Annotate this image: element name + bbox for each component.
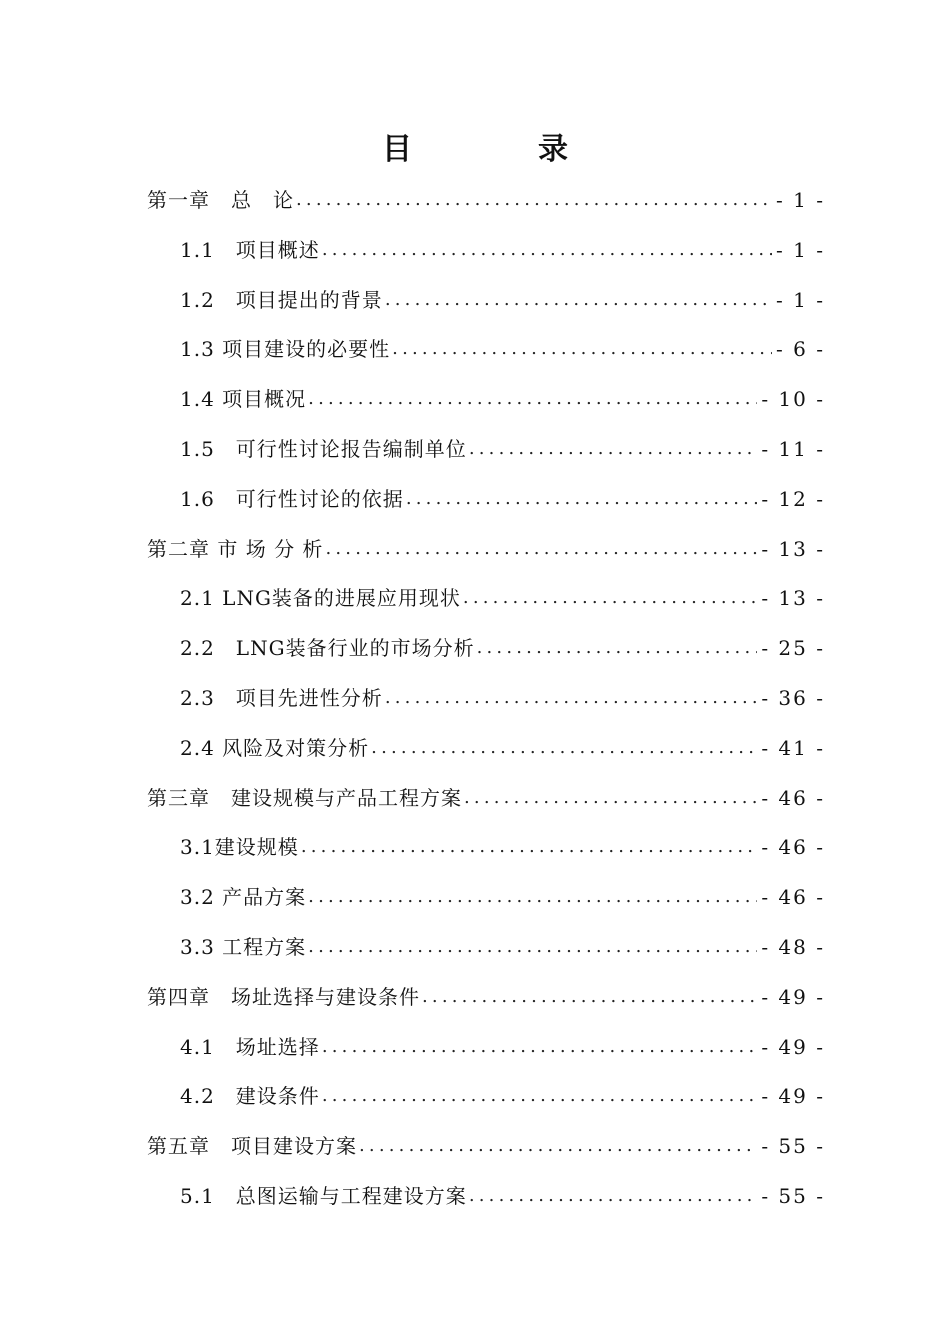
toc-entry-label: 4.2 建设条件: [180, 1084, 320, 1109]
toc-section-entry[interactable]: [180, 280, 825, 320]
toc-page-number: - 13 -: [761, 586, 825, 611]
toc-page-number: - 10 -: [761, 387, 825, 412]
toc-section-entry[interactable]: [180, 230, 825, 270]
toc-entry-label: 2.4 风险及对策分析: [180, 735, 370, 760]
toc-dot-leader: [385, 678, 758, 718]
toc-entry-label: 第四章 场址选择与建设条件: [147, 984, 420, 1009]
toc-page-number: - 46 -: [761, 835, 825, 860]
toc-page-number: - 13 -: [761, 536, 825, 561]
toc-dot-leader: [322, 1076, 758, 1116]
toc-dot-leader: [385, 280, 772, 320]
toc-page-number: - 55 -: [761, 1184, 825, 1208]
toc-page-number: - 1 -: [776, 287, 825, 312]
toc-section-entry[interactable]: [180, 429, 825, 469]
toc-dot-leader: [308, 379, 757, 419]
toc-dot-leader: [322, 1027, 758, 1067]
toc-chapter-entry[interactable]: [147, 977, 825, 1017]
toc-entry-label: 1.2 项目提出的背景: [180, 287, 383, 312]
toc-page-number: - 41 -: [761, 735, 825, 760]
toc-dot-leader: [469, 429, 758, 469]
toc-dot-leader: [463, 578, 757, 618]
toc-entry-label: 第一章 总 论: [147, 188, 294, 212]
toc-dot-leader: [406, 479, 758, 519]
toc-dot-leader: [308, 927, 757, 967]
toc-section-entry[interactable]: [180, 877, 825, 917]
toc-page-number: - 1 -: [776, 188, 825, 212]
toc-entry-label: 1.3 项目建设的必要性: [180, 337, 391, 362]
toc-page-number: - 48 -: [761, 935, 825, 959]
toc-entry-label: 2.2 LNG装备行业的市场分析: [180, 636, 475, 661]
toc-page-number: - 6 -: [776, 337, 825, 362]
toc-dot-leader: [359, 1126, 757, 1166]
toc-section-entry[interactable]: [180, 329, 825, 369]
toc-section-entry[interactable]: [180, 628, 825, 668]
toc-page-number: - 1 -: [776, 237, 825, 262]
toc-entry-label: 3.3 工程方案: [180, 935, 307, 959]
toc-entry-label: 1.4 项目概况: [180, 387, 307, 412]
toc-section-entry[interactable]: [180, 678, 825, 718]
toc-entry-label: 第五章 项目建设方案: [147, 1134, 357, 1159]
toc-entry-label: 1.1 项目概述: [180, 237, 320, 262]
page-title: 目 录: [382, 132, 616, 167]
toc-dot-leader: [296, 180, 772, 220]
toc-dot-leader: [477, 628, 758, 668]
toc-section-entry[interactable]: [180, 927, 825, 967]
toc-page-number: - 46 -: [761, 785, 825, 810]
toc-entry-label: 2.1 LNG装备的进展应用现状: [180, 586, 461, 611]
toc-entry-label: 第三章 建设规模与产品工程方案: [147, 785, 462, 810]
toc-dot-leader: [322, 230, 772, 270]
toc-entry-label: 4.1 场址选择: [180, 1034, 320, 1059]
toc-dot-leader: [308, 877, 757, 917]
toc-page-number: - 55 -: [761, 1134, 825, 1159]
toc-dot-leader: [392, 329, 772, 369]
toc-chapter-entry[interactable]: [147, 180, 825, 220]
toc-entry-label: 3.2 产品方案: [180, 885, 307, 910]
toc-dot-leader: [464, 778, 757, 818]
toc-section-entry[interactable]: [180, 578, 825, 618]
toc-entry-label: 第二章 市 场 分 析: [147, 536, 324, 561]
toc-section-entry[interactable]: [180, 379, 825, 419]
toc-page-number: - 25 -: [761, 636, 825, 661]
toc-section-entry[interactable]: [180, 1027, 825, 1067]
toc-dot-leader: [301, 827, 758, 867]
toc-dot-leader: [371, 728, 757, 768]
toc-section-entry[interactable]: [180, 827, 825, 867]
toc-section-entry[interactable]: [180, 728, 825, 768]
toc-page-number: - 46 -: [761, 885, 825, 910]
toc-dot-leader: [422, 977, 757, 1017]
toc-entry-label: 3.1建设规模: [180, 835, 299, 860]
toc-page-number: - 36 -: [761, 686, 825, 710]
toc-section-entry[interactable]: [180, 1176, 825, 1216]
toc-section-entry[interactable]: [180, 1076, 825, 1116]
toc-chapter-entry[interactable]: [147, 778, 825, 818]
toc-dot-leader: [325, 529, 757, 569]
toc-chapter-entry[interactable]: [147, 1126, 825, 1166]
toc-entry-label: 5.1 总图运输与工程建设方案: [180, 1184, 467, 1208]
toc-entry-label: 1.5 可行性讨论报告编制单位: [180, 437, 467, 461]
toc-entry-label: 1.6 可行性讨论的依据: [180, 486, 404, 511]
toc-page-number: - 49 -: [761, 984, 825, 1009]
toc-page-number: - 12 -: [761, 486, 825, 511]
toc-dot-leader: [469, 1176, 758, 1216]
toc-chapter-entry[interactable]: [147, 529, 825, 569]
toc-page-number: - 49 -: [761, 1084, 825, 1109]
toc-page-number: - 11 -: [761, 437, 825, 461]
toc-section-entry[interactable]: [180, 479, 825, 519]
toc-entry-label: 2.3 项目先进性分析: [180, 686, 383, 710]
toc-page-number: - 49 -: [761, 1034, 825, 1059]
